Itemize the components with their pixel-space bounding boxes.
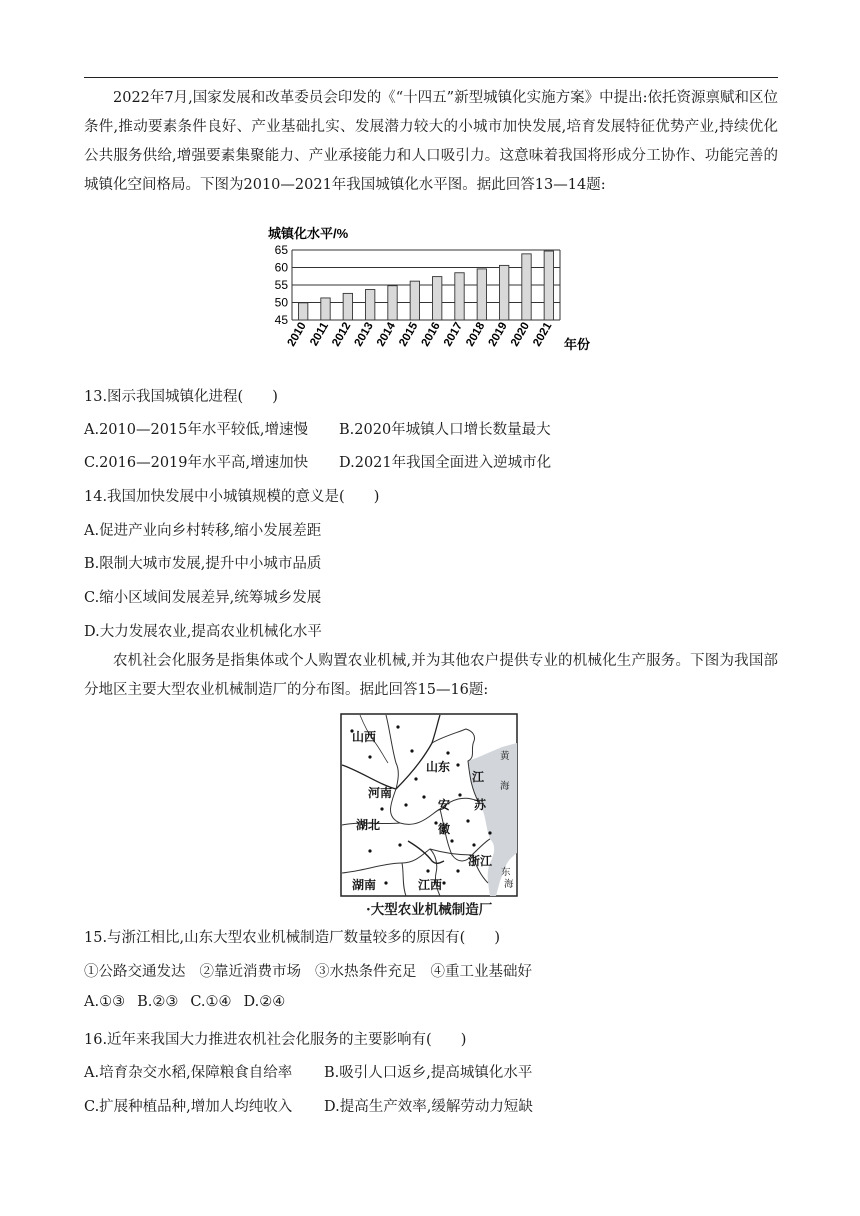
chart-y-tick-label: 55 — [274, 278, 288, 292]
q15-option-b: B.②③ — [137, 994, 179, 1010]
factory-marker — [450, 839, 453, 842]
q15-stem: 15.与浙江相比,山东大型农业机械制造厂数量较多的原因有( ) — [84, 930, 500, 946]
chart-y-tick-label: 50 — [274, 295, 288, 310]
factory-marker — [404, 803, 407, 806]
chart-y-tick-label: 60 — [274, 260, 288, 275]
label-hunan: 湖南 — [352, 878, 377, 892]
q15-factor-4: ④重工业基础好 — [430, 964, 532, 980]
chart-bar-2016 — [432, 277, 441, 320]
q15-factor-3: ③水热条件充足 — [315, 964, 417, 980]
chart-bar-2015 — [410, 281, 419, 320]
chart-y-tick-label: 45 — [274, 313, 288, 327]
q14-option-c: C.缩小区域间发展差异,统筹城乡发展 — [84, 590, 322, 606]
chart-x-tick-label: 2011 — [308, 320, 332, 349]
factory-marker — [384, 881, 387, 884]
chart-bar-2020 — [522, 254, 531, 320]
chart-x-ticks — [286, 320, 555, 349]
factory-marker — [442, 881, 445, 884]
label-su: 苏 — [474, 798, 487, 812]
q14-option-b: B.限制大城市发展,提升中小城市品质 — [84, 556, 322, 572]
factory-marker — [456, 763, 459, 766]
factory-marker — [410, 749, 413, 752]
q16-option-d: D.提高生产效率,缓解劳动力短缺 — [324, 1099, 533, 1115]
map-legend: ·大型农业机械制造厂 — [366, 902, 493, 918]
chart-grid — [292, 250, 560, 320]
chart-x-tick-label: 2018 — [464, 320, 488, 349]
q13-options-cd — [84, 451, 551, 472]
label-zhejiang: 浙江 — [468, 854, 493, 868]
chart-y-tick-label: 65 — [274, 243, 288, 257]
label-shandong: 山东 — [426, 760, 451, 774]
q15-factor-2: ②靠近消费市场 — [199, 964, 301, 980]
label-sea-dong: 东 — [501, 867, 511, 878]
agricultural-machinery-map — [340, 713, 520, 899]
q13-stem: 13.图示我国城镇化进程( ) — [84, 389, 278, 405]
q14-option-a: A.促进产业向乡村转移,缩小发展差距 — [84, 523, 322, 539]
chart-y-ticks — [275, 243, 289, 327]
factory-marker — [488, 831, 491, 834]
chart-bar-2011 — [321, 298, 330, 320]
q16-option-b: B.吸引人口返乡,提高城镇化水平 — [324, 1065, 533, 1081]
factory-marker — [414, 777, 417, 780]
factory-marker — [472, 843, 475, 846]
chart-bar-2019 — [499, 265, 508, 320]
chart-x-tick-label: 2015 — [397, 320, 421, 349]
factory-marker — [446, 751, 449, 754]
q15-factor-1: ①公路交通发达 — [84, 964, 186, 980]
header-rule — [84, 77, 778, 78]
label-jiangxi: 江西 — [418, 878, 443, 892]
q16-option-c: C.扩展种植品种,增加人均纯收入 — [84, 1099, 293, 1115]
chart-bar-2017 — [455, 273, 464, 320]
chart-x-tick-label: 2013 — [352, 320, 376, 349]
chart-x-tick-label: 2017 — [441, 320, 466, 349]
intro-paragraph-2: 农机社会化服务是指集体或个人购置农业机械,并为其他农户提供专业的机械化生产服务。下图为我国部分地区主要大型农业机械制造厂的分布图。据此回答15—16题: — [84, 653, 778, 698]
chart-x-tick-label: 2019 — [486, 320, 510, 349]
factory-marker — [466, 819, 469, 822]
q15-option-d: D.②④ — [243, 994, 286, 1010]
q16-option-a: A.培育杂交水稻,保障粮食自给率 — [84, 1065, 293, 1081]
factory-marker — [458, 793, 461, 796]
chart-x-tick-label: 2014 — [374, 320, 399, 349]
chart-bar-2012 — [343, 293, 352, 320]
factory-marker — [368, 755, 371, 758]
q15-option-a: A.①③ — [84, 994, 126, 1010]
chart-bar-2010 — [298, 303, 307, 320]
q13-option-a: A.2010—2015年水平较低,增速慢 — [84, 422, 308, 438]
q16-options-cd — [84, 1095, 533, 1116]
factory-marker — [422, 795, 425, 798]
q15-option-c: C.①④ — [190, 994, 232, 1010]
label-sea-huang: 黄 — [500, 751, 510, 762]
q13-option-c: C.2016—2019年水平高,增速加快 — [84, 455, 309, 471]
q13-options-ab — [84, 418, 551, 439]
chart-x-tick-label: 2012 — [330, 320, 354, 349]
chart-x-tick-label: 2010 — [285, 320, 309, 349]
q13-option-d: D.2021年我国全面进入逆城市化 — [339, 455, 552, 471]
chart-x-tick-label: 2016 — [419, 320, 443, 349]
q15-factors — [84, 960, 532, 981]
urbanization-bar-chart — [266, 222, 606, 370]
label-shanxi: 山西 — [352, 730, 377, 744]
factory-marker — [368, 849, 371, 852]
label-an: 安 — [438, 798, 451, 812]
q15-options — [84, 994, 285, 1010]
q14-option-d: D.大力发展农业,提高农业机械化水平 — [84, 624, 322, 640]
factory-marker — [380, 807, 383, 810]
q13-option-b: B.2020年城镇人口增长数量最大 — [339, 422, 551, 438]
chart-bar-2013 — [365, 290, 374, 320]
label-sea-hai-1: 海 — [500, 781, 510, 792]
label-henan: 河南 — [368, 786, 393, 800]
chart-x-tick-label: 2020 — [508, 320, 533, 349]
factory-marker — [456, 869, 459, 872]
chart-bar-2021 — [544, 251, 553, 320]
intro-paragraph-1: 2022年7月,国家发展和改革委员会印发的《“十四五”新型城镇化实施方案》中提出:依托资源禀赋和区位条件,推动要素条件良好、产业基础扎实、发展潜力较大的小城市加快发展,培育发展特征优势产业,持续优化公共服务供给,增强要素集聚能力、产业承接能力和人口吸引力。这意味着我国将形成分工协作、功能完善的城镇化空间格局。下图为2010—2021年我国城镇化水平图。据此回答13—14题: — [84, 90, 778, 193]
chart-bars — [298, 251, 553, 320]
label-jiang: 江 — [472, 770, 485, 784]
factory-marker — [396, 725, 399, 728]
factory-marker — [398, 843, 401, 846]
chart-x-tick-label: 2021 — [531, 320, 555, 349]
chart-xlabel: 年份 — [564, 337, 591, 352]
label-hui: 徽 — [438, 822, 451, 836]
q16-stem: 16.近年来我国大力推进农机社会化服务的主要影响有( ) — [84, 1032, 467, 1048]
label-hubei: 湖北 — [356, 818, 381, 832]
chart-bar-2014 — [388, 286, 397, 320]
q16-options-ab — [84, 1061, 532, 1082]
q14-stem: 14.我国加快发展中小城镇规模的意义是( ) — [84, 489, 380, 505]
label-sea-hai-2: 海 — [504, 879, 514, 890]
chart-ylabel: 城镇化水平/% — [268, 226, 349, 241]
chart-bar-2018 — [477, 269, 486, 320]
factory-marker — [426, 869, 429, 872]
